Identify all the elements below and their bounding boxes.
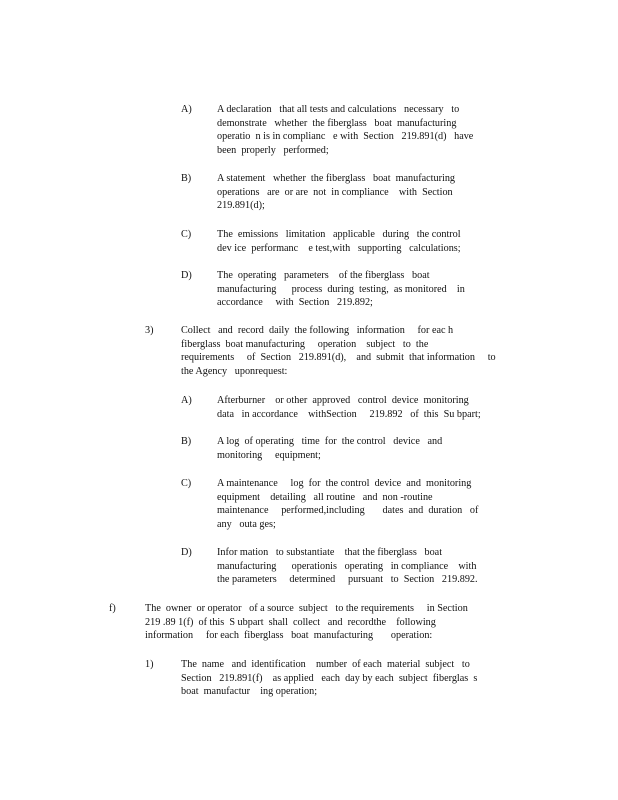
item-label: B) [181, 173, 192, 184]
item-label: B) [181, 436, 192, 447]
item-text: The emissions limitation applicable during the control dev ice performanc e test,with supporting calculations; [217, 229, 461, 254]
item-label: A) [181, 104, 192, 115]
item-text: The name and identification number of each material subject to Section 219.891(f) as applied each day by each subject fiberglas s boat manufactur ing operation; [181, 659, 478, 698]
item-text: Collect and record daily the following information for eac h fiberglass boat manufacturing operation subject to the requirements of Section 219.891(d), and submit that information to the Agency uponrequest: [181, 325, 496, 378]
item-text: A statement whether the fiberglass boat manufacturing operations are or are not in compliance with Section 219.891(d); [217, 173, 456, 212]
item-text: A log of operating time for the control device and monitoring equipment; [217, 436, 443, 461]
item-text: A declaration that all tests and calculations necessary to demonstrate whether the fiberglass boat manufacturing operatio n is in complianc e with Section 219.891(d) have been properly performed; [217, 104, 474, 157]
item-text: A maintenance log for the control device and monitoring equipment detailing all routine and non -routine maintenance performed,including dates and duration of any outa ges; [217, 478, 479, 531]
item-label: C) [181, 229, 192, 240]
item-label: D) [181, 547, 192, 558]
item-label: A) [181, 395, 192, 406]
item-label: 3) [145, 325, 154, 336]
item-text: Afterburner or other approved control device monitoring data in accordance withSection 219.892 of this Su bpart; [217, 395, 481, 420]
item-text: The operating parameters of the fiberglass boat manufacturing process during testing, as monitored in accordance with Section 219.892; [217, 270, 465, 309]
item-label: C) [181, 478, 192, 489]
item-label: f) [109, 603, 116, 614]
item-label: 1) [145, 659, 154, 670]
item-text: The owner or operator of a source subject to the requirements in Section 219 .89 1(f) of this S ubpart shall collect and recordthe following information for each fiberglass boat manufacturing operation: [145, 603, 468, 642]
item-text: Infor mation to substantiate that the fiberglass boat manufacturing operationis operating in compliance with the parameters determined pursuant to Section 219.892. [217, 547, 478, 586]
item-label: D) [181, 270, 192, 281]
